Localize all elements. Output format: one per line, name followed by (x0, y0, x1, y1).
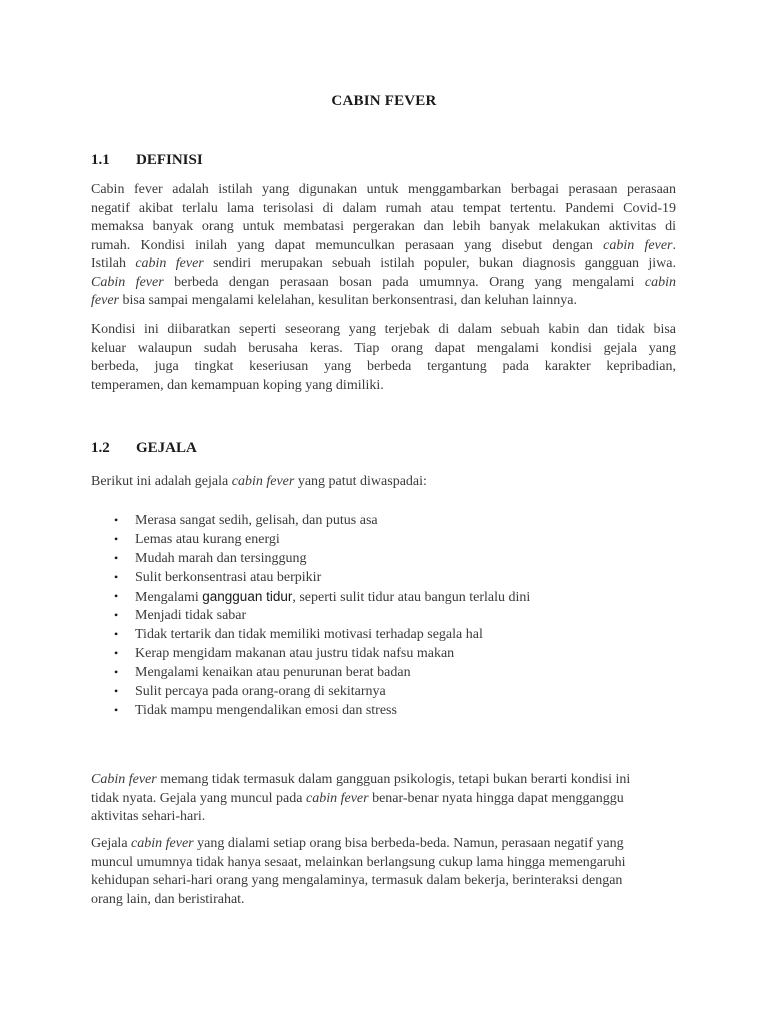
section-heading-definisi (91, 152, 203, 169)
bullet-icon: • (114, 570, 119, 584)
text-line: orang lain, dan beristirahat. (91, 891, 245, 907)
text-line: rumah. Kondisi inilah yang dapat memunculkan perasaan yang disebut dengan cabin fever. (91, 237, 676, 253)
bullet-icon: • (114, 684, 119, 698)
sleep-disorder-term: gangguan tidur (202, 589, 293, 604)
list-item: • Mudah marah dan tersinggung (114, 551, 307, 566)
text-line: kehidupan sehari-hari orang yang mengalaminya, termasuk dalam bekerja, berinteraksi dengan (91, 873, 623, 888)
bullet-icon: • (114, 646, 119, 660)
text-line: tidak nyata. Gejala yang muncul pada cabin fever benar-benar nyata hingga dapat mengganggu (91, 790, 624, 806)
list-item: • Mengalami kenaikan atau penurunan berat badan (114, 665, 411, 680)
bullet-icon: • (114, 589, 119, 603)
list-item: • Kerap mengidam makanan atau justru tidak nafsu makan (114, 646, 455, 661)
text-line: Kondisi ini diibaratkan seperti seseorang yang terjebak di dalam sebuah kabin dan tidak bisa (91, 322, 676, 337)
paragraph-closing-2 (91, 835, 676, 909)
text-line: Cabin fever adalah istilah yang digunakan untuk menggambarkan berbagai perasaan perasaan (91, 182, 676, 197)
text-line: negatif akibat terlalu lama terisolasi di dalam rumah atau tempat tertentu. Pandemi Covid-19 (91, 200, 676, 216)
section-title: GEJALA (136, 440, 197, 456)
bullet-icon: • (114, 665, 119, 679)
list-item: • Tidak tertarik dan tidak memiliki motivasi terhadap segala hal (114, 627, 483, 642)
text-line: keluar walaupun sudah berusaha keras. Tiap orang dapat mengalami kondisi gejala yang (91, 340, 676, 356)
symptoms-intro (91, 473, 676, 492)
text-line: Istilah cabin fever sendiri merupakan sebuah istilah populer, bukan diagnosis gangguan jiwa. (91, 256, 676, 271)
text-line: berbeda, juga tingkat keseriusan yang berbeda tergantung pada karakter kepribadian, (91, 359, 676, 374)
section-title: DEFINISI (136, 152, 203, 168)
list-item: • Lemas atau kurang energi (114, 532, 280, 547)
paragraph-closing-1 (91, 771, 676, 827)
bullet-icon: • (114, 627, 119, 641)
section-heading-gejala (91, 440, 197, 457)
bullet-icon: • (114, 532, 119, 546)
list-item: • Sulit berkonsentrasi atau berpikir (114, 570, 322, 585)
list-item: • Sulit percaya pada orang-orang di sekitarnya (114, 684, 386, 699)
list-item: • Menjadi tidak sabar (114, 608, 247, 623)
text-line: Berikut ini adalah gejala cabin fever yang patut diwaspadai: (91, 474, 427, 489)
text-line: temperamen, dan kemampuan koping yang dimiliki. (91, 377, 384, 393)
list-item: • Mengalami gangguan tidur, seperti sulit tidur atau bangun terlalu dini (114, 589, 531, 605)
document-title: CABIN FEVER (331, 93, 437, 109)
text-line: Gejala cabin fever yang dialami setiap orang bisa berbeda-beda. Namun, perasaan negatif yang (91, 836, 624, 851)
bullet-icon: • (114, 703, 119, 717)
paragraph-definition (91, 181, 676, 311)
text-line: Cabin fever memang tidak termasuk dalam gangguan psikologis, tetapi bukan berarti kondisi ini (91, 772, 631, 787)
text-line: memaksa banyak orang untuk membatasi pergerakan dan lebih banyak melakukan aktivitas di (91, 219, 676, 234)
section-number: 1.2 (91, 440, 110, 456)
bullet-icon: • (114, 551, 119, 565)
list-item: • Tidak mampu mengendalikan emosi dan stress (114, 703, 397, 718)
paragraph-analogy (91, 321, 676, 395)
list-item: • Merasa sangat sedih, gelisah, dan putus asa (114, 513, 378, 528)
text-line: Cabin fever berbeda dengan perasaan bosan pada umumnya. Orang yang mengalami cabin (91, 274, 676, 290)
text-line: muncul umumnya tidak hanya sesaat, melainkan berlangsung cukup lama hingga memengaruhi (91, 854, 626, 870)
bullet-icon: • (114, 513, 119, 527)
text-line: fever bisa sampai mengalami kelelahan, kesulitan berkonsentrasi, dan keluhan lainnya. (91, 293, 577, 308)
symptoms-list (113, 511, 530, 720)
bullet-icon: • (114, 608, 119, 622)
section-number: 1.1 (91, 152, 110, 168)
text-line: aktivitas sehari-hari. (91, 809, 206, 824)
